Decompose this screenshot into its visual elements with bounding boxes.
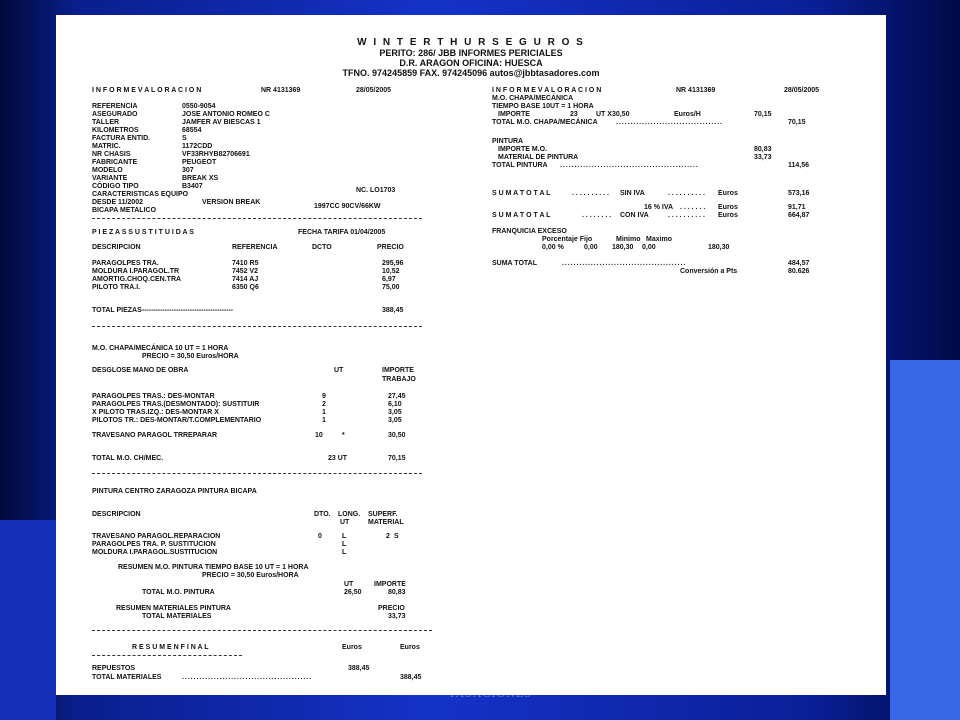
cell: 2 (322, 401, 326, 408)
right-report-title: I N F O R M E V A L O R A C I O N (492, 87, 602, 94)
vehicle-row (92, 135, 422, 143)
dotted-leader: . . . . . . . . (582, 212, 612, 219)
cell: 180,30 (612, 244, 634, 251)
col-descripcion: DESCRIPCION (92, 244, 141, 251)
mo-price: PRECIO = 30,50 Euros/HORA (142, 353, 239, 360)
col-referencia: REFERENCIA (232, 244, 278, 251)
cell: 114,56 (788, 162, 810, 169)
divider (92, 655, 242, 656)
cell: 484,57 (788, 260, 810, 267)
cell: MOLDURA I.PARAGOL.TR (92, 268, 180, 275)
cell: 1 (322, 417, 326, 424)
background-block (890, 360, 960, 720)
cell: REPUESTOS (92, 665, 136, 672)
pieces-title: P I E Z A S S U S T I T U I D A S (92, 229, 194, 236)
cell: 0,00 (584, 244, 598, 251)
divider (92, 326, 422, 327)
cell: 7452 V2 (232, 268, 259, 275)
cell: S U M A T O T A L (492, 190, 551, 197)
vehicle-key: TALLER (92, 119, 120, 126)
table-row (92, 276, 432, 284)
dotted-leader: . . . . . . . . . . (572, 190, 609, 197)
vehicle-key: CÓDIGO TIPO (92, 183, 139, 190)
tarifa-date: FECHA TARIFA 01/04/2005 (298, 229, 386, 236)
cell: 0 (318, 533, 322, 540)
table-row (92, 541, 432, 549)
cell: 70,15 (788, 119, 806, 126)
importe-row (492, 111, 832, 119)
table-row (92, 549, 432, 557)
suma-sin-iva-row (492, 190, 832, 198)
vehicle-value: 307 (182, 167, 194, 174)
cell: PILOTO TRA.I. (92, 284, 141, 291)
total-piezas-row (92, 307, 422, 315)
vehicle-value: S (182, 135, 187, 142)
cell: 0,00 % (542, 244, 564, 251)
vehicle-value: JOSE ANTONIO ROMEO C (182, 111, 270, 118)
dotted-leader: . . . . . . . . . . (668, 212, 705, 219)
cell: TRAVESANO PARAGOL TRREPARAR (92, 432, 218, 439)
vehicle-key: CARACTERISTICAS EQUIPO (92, 191, 189, 198)
col-dto: DTO. (314, 511, 331, 518)
vehicle-row (92, 159, 422, 167)
vehicle-key: REFERENCIA (92, 103, 138, 110)
vehicle-key: MODELO (92, 167, 123, 174)
cell: UT X30,50 (596, 111, 630, 118)
cell: 1 (322, 409, 326, 416)
cell: 6,97 (382, 276, 396, 283)
cell: L (342, 541, 347, 548)
vehicle-row (92, 175, 422, 183)
iva-row (492, 204, 832, 212)
vehicle-row (92, 103, 422, 111)
col-ut: UT (340, 519, 350, 526)
vehicle-key: NR CHASIS (92, 151, 131, 158)
contact-line: TFNO. 974245859 FAX. 974245096 autos@jbbtasadores.com (342, 68, 600, 78)
total-mo-row (92, 455, 422, 463)
resumen-final-title: R E S U M E N F I N A L (132, 644, 209, 651)
resumen-materiales-row (92, 605, 422, 613)
vehicle-key: KILOMETROS (92, 127, 139, 134)
cell: 80.626 (788, 268, 810, 275)
cell: Euros (718, 204, 738, 211)
total-pintura-row (492, 162, 832, 170)
cell: 7414 AJ (232, 276, 259, 283)
scanned-document (56, 15, 886, 695)
cell: SUMA TOTAL (492, 260, 537, 267)
vehicle-value: VERSION BREAK (202, 199, 261, 206)
cell: 10 (315, 432, 323, 439)
cell: PARAGOLPES TRA. (92, 260, 159, 267)
vehicle-row (92, 167, 422, 175)
col-superf: SUPERF. (368, 511, 398, 518)
vehicle-key: VARIANTE (92, 175, 128, 182)
desglose-header-row (92, 367, 422, 375)
nc-code: NC. LO1703 (356, 187, 396, 194)
franquicia-values (492, 244, 832, 252)
cell: MATERIAL DE PINTURA (498, 154, 579, 161)
cell: 6350 Q6 (232, 284, 259, 291)
pintura-label: PINTURA (492, 138, 524, 145)
cell: TOTAL MATERIALES (92, 674, 162, 681)
pintura-header-row (92, 511, 432, 519)
cell: S (394, 533, 399, 540)
cell: 33,73 (388, 613, 406, 620)
cell: Minimo (616, 236, 641, 243)
table-row (92, 260, 432, 268)
cell: 75,00 (382, 284, 400, 291)
vehicle-key: BICAPA METALICO (92, 207, 157, 214)
vehicle-value: VF33RHYB82706691 (182, 151, 250, 158)
mo-line: M.O. CHAPA/MECÁNICA 10 UT = 1 HORA (92, 345, 229, 352)
divider (92, 218, 422, 219)
pintura-header-row-2 (92, 519, 432, 527)
cell: Maximo (646, 236, 673, 243)
cell: 388,45 (348, 665, 370, 672)
col-euros: Euros (342, 644, 362, 651)
cell: 91,71 (788, 204, 806, 211)
cell: MOLDURA I.PARAGOL.SUSTITUCION (92, 549, 218, 556)
vehicle-row (92, 151, 422, 159)
total-mo-pintura-row (92, 589, 422, 597)
franquicia-headers (492, 236, 832, 244)
vehicle-key: FACTURA ENTID. (92, 135, 151, 142)
cell: X PILOTO TRAS.IZQ.: DES-MONTAR X (92, 409, 219, 416)
vehicle-key: FABRICANTE (92, 159, 138, 166)
perito-line: PERITO: 286/ JBB INFORMES PERICIALES (379, 48, 563, 58)
total-piezas-value: 388,45 (382, 307, 404, 314)
total-materiales-final-row (92, 674, 432, 682)
office-line: D.R. ARAGON OFICINA: HUESCA (399, 58, 543, 68)
col-importe: IMPORTE (382, 367, 414, 374)
table-row (92, 401, 432, 409)
cell: 3,05 (388, 409, 402, 416)
version-spec: 1997CC 90CV/66KW (314, 203, 381, 210)
cell: 7410 R5 (232, 260, 259, 267)
cell: TOTAL MATERIALES (142, 613, 212, 620)
cell: TOTAL M.O. PINTURA (142, 589, 215, 596)
col-importe: IMPORTE (374, 581, 406, 588)
col-ut: UT (344, 581, 354, 588)
col-descripcion: DESCRIPCION (92, 511, 141, 518)
dotted-leader: . . . . . . . . . . . . . . . . . . . . . . . . . . . . . . . . . . . . . . . . . . . (562, 260, 685, 267)
vehicle-key: MATRIC. (92, 143, 121, 150)
cell: Porcentaje Fijo (542, 236, 593, 243)
cell: 70,15 (388, 455, 406, 462)
col-material: MATERIAL (368, 519, 404, 526)
mo-chapa: M.O. CHAPA/MECÁNICA (492, 95, 574, 102)
travesano-row (92, 432, 422, 440)
cell: RESUMEN MATERIALES PINTURA (116, 605, 231, 612)
cell: PILOTOS TR.: DES-MONTAR/T.COMPLEMENTARIO (92, 417, 262, 424)
cell: 0,00 (642, 244, 656, 251)
cell: TRAVESANO PARAGOL.REPARACION (92, 533, 221, 540)
resumen-final-headers (92, 644, 432, 652)
cell: 3,05 (388, 417, 402, 424)
vehicle-key: ASEGURADO (92, 111, 138, 118)
cell: AMORTIG.CHOQ.CEN.TRA (92, 276, 182, 283)
suma-con-iva-row (492, 212, 832, 220)
table-row (92, 417, 432, 425)
cell: PARAGOLPES TRAS.(DESMONTADO): SUSTITUIR (92, 401, 260, 408)
vehicle-value: 0550-9054 (182, 103, 216, 110)
cell: IMPORTE M.O. (498, 146, 547, 153)
cell: 573,16 (788, 190, 810, 197)
pieces-header-row (92, 244, 422, 252)
vehicle-value: BREAK XS (182, 175, 219, 182)
dotted-leader: . . . . . . . . . . . . . . . . . . . . . . . . . . . . . . . . . . . . . . . . . . . . . . . . (560, 162, 698, 169)
ut-importe-header (92, 581, 422, 589)
cell: IMPORTE (498, 111, 530, 118)
table-row (92, 393, 432, 401)
franquicia-label: FRANQUICIA EXCESO (492, 228, 567, 235)
col-ut: UT (334, 367, 344, 374)
cell: TOTAL M.O. CHAPA/MECÁNICA (492, 119, 598, 126)
background-strip (0, 520, 56, 720)
cell: L (342, 533, 347, 540)
cell: 26,50 (344, 589, 362, 596)
vehicle-row (92, 111, 422, 119)
suma-total-row (492, 260, 832, 268)
cell: CON IVA (620, 212, 649, 219)
dotted-leader: . . . . . . . . . . . . . . . . . . . . . . . . . . . . . . . . . . . . . . . . . . . . . (182, 674, 311, 681)
vehicle-row (92, 119, 422, 127)
cell: 180,30 (708, 244, 730, 251)
col-trabajo: TRABAJO (382, 376, 416, 383)
divider (92, 473, 422, 474)
divider (92, 630, 432, 631)
material-pintura-row (492, 154, 832, 162)
importe-mo-row (492, 146, 832, 154)
dotted-leader: . . . . . . . . . . . . . . . . . . . . . . . . . . . . . . . . . . . . . (616, 119, 722, 126)
cell: 388,45 (400, 674, 422, 681)
vehicle-value: B3407 (182, 183, 203, 190)
cell: * (342, 432, 345, 439)
vehicle-row (92, 143, 422, 151)
left-report-title: I N F O R M E V A L O R A C I O N (92, 87, 202, 94)
resumen-mo: RESUMEN M.O. PINTURA TIEMPO BASE 10 UT = 1 HORA (118, 564, 309, 571)
cell: Conversión a Pts (680, 268, 738, 275)
cell: 80,83 (388, 589, 406, 596)
company-name: W I N T E R T H U R S E G U R O S (357, 37, 585, 48)
cell: 27,45 (388, 393, 406, 400)
dotted-leader: . . . . . . . (680, 204, 706, 211)
cell: 2 (386, 533, 390, 540)
dotted-leader: - - - - - - - - - - - - - - - - - - - - - - - - - - - - - - - - - - - - - - - - (142, 307, 233, 314)
right-report-nr: NR 4131369 (676, 87, 716, 94)
table-row (92, 284, 432, 292)
cell: L (342, 549, 347, 556)
cell: PRECIO (378, 605, 405, 612)
repuestos-row (92, 665, 432, 673)
pintura-title: PINTURA CENTRO ZARAGOZA PINTURA BICAPA (92, 488, 257, 495)
left-report-date: 28/05/2005 (356, 87, 392, 94)
total-mo-chapa-row (492, 119, 832, 127)
resumen-precio: PRECIO = 30,50 Euros/HORA (202, 572, 299, 579)
vehicle-value: JAMFER AV BIESCAS 1 (182, 119, 261, 126)
cell: TOTAL PINTURA (492, 162, 548, 169)
vehicle-row (92, 127, 422, 135)
vehicle-value: 68554 (182, 127, 202, 134)
total-materiales-row (92, 613, 422, 621)
cell: 16 % IVA (644, 204, 674, 211)
cell: Euros (718, 190, 738, 197)
tiempo-base: TIEMPO BASE 10UT = 1 HORA (492, 103, 594, 110)
cell: 80,83 (754, 146, 772, 153)
cell: 10,52 (382, 268, 400, 275)
right-report-date: 28/05/2005 (784, 87, 820, 94)
vehicle-key: DESDE 11/2002 (92, 199, 143, 206)
table-row (92, 268, 432, 276)
total-piezas-label: TOTAL PIEZAS (92, 307, 142, 314)
cell: Euros/H (674, 111, 701, 118)
cell: 33,73 (754, 154, 772, 161)
cell: 664,87 (788, 212, 810, 219)
cell: 9 (322, 393, 326, 400)
cell: 23 UT (328, 455, 348, 462)
cell: 30,50 (388, 432, 406, 439)
col-dcto: DCTO (312, 244, 332, 251)
cell: TOTAL M.O. CH/MEC. (92, 455, 164, 462)
col-euros: Euros (400, 644, 420, 651)
table-row (92, 409, 432, 417)
col-desglose: DESGLOSE MANO DE OBRA (92, 367, 189, 374)
vehicle-value: 1172CDD (182, 143, 213, 150)
cell: SIN IVA (620, 190, 645, 197)
dotted-leader: . . . . . . . . . . (668, 190, 705, 197)
cell: 6,10 (388, 401, 402, 408)
cell: PARAGOLPES TRAS.: DES-MONTAR (92, 393, 215, 400)
col-long: LONG. (338, 511, 361, 518)
col-precio: PRECIO (377, 244, 404, 251)
cell: 295,96 (382, 260, 404, 267)
table-row (92, 533, 432, 541)
left-report-nr: NR 4131369 (261, 87, 301, 94)
cell: Euros (718, 212, 738, 219)
cell: 23 (570, 111, 578, 118)
conversion-row (492, 268, 832, 276)
vehicle-value: PEUGEOT (182, 159, 217, 166)
cell: PARAGOLPES TRA. P. SUSTITUCION (92, 541, 216, 548)
cell: 70,15 (754, 111, 772, 118)
cell: S U M A T O T A L (492, 212, 551, 219)
